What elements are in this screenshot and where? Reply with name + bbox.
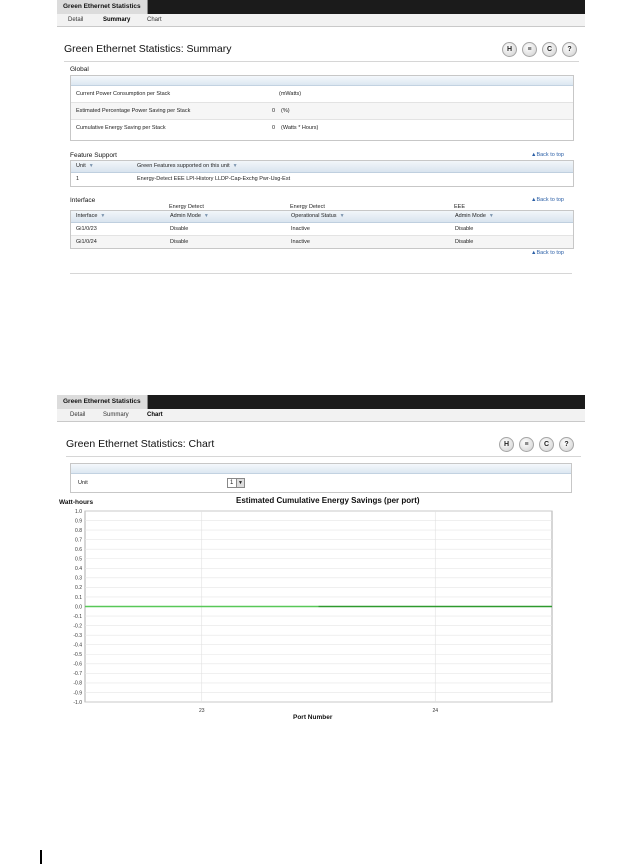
column-header-label: Unit [76,163,86,169]
back-to-top-label: Back to top [536,197,564,203]
sort-icon: ▼ [203,213,209,219]
global-box [70,75,574,141]
energy-saving-unit: (Watts * Hours) [281,125,319,131]
y-tick-label: -0.7 [73,671,82,678]
y-tick-label: 0.8 [75,527,82,534]
window-titlebar [57,0,585,14]
sort-icon: ▼ [88,163,94,169]
unit-label: Unit [78,480,88,486]
back-to-top-link[interactable]: ▲Back to top [531,197,564,203]
column-header-label: Interface [76,213,98,219]
back-to-top-label: Back to top [536,250,564,256]
toolbar [502,42,577,57]
ed-admin-cell: Disable [170,239,189,245]
features-cell: Energy-Detect EEE LPI-History LLDP-Cap-Exchg Pwr-Usg-Est [137,176,291,182]
energy-saving-label: Cumulative Energy Saving per Stack [76,125,166,131]
power-saving-value: 0 [272,108,276,114]
sort-icon: ▼ [339,213,345,219]
column-header-label: Admin Mode [170,213,201,219]
back-to-top-link[interactable]: ▲Back to top [531,250,564,256]
tab-chart[interactable]: Chart [147,17,162,23]
save-icon[interactable]: H [502,42,517,57]
chart-plot [57,395,585,735]
y-tick-label: 0.7 [75,537,82,544]
column-group-label: EEE [454,204,466,210]
chart-panel [57,395,585,735]
title-divider [64,61,579,62]
column-header-interface[interactable] [76,213,105,219]
feature-support-heading: Feature Support [70,152,117,159]
back-to-top-link[interactable]: ▲Back to top [531,152,564,158]
table-header [71,161,573,173]
sort-icon: ▼ [232,163,238,169]
chart-title: Estimated Cumulative Energy Savings (per port) [236,496,420,505]
interface-cell: Gi1/0/24 [76,239,97,245]
y-tick-label: -0.9 [73,690,82,697]
interface-table [70,210,574,249]
table-row [71,223,573,236]
table-header [71,211,573,223]
help-icon[interactable]: ? [559,437,574,452]
ed-admin-cell: Disable [170,226,189,232]
y-tick-label: -0.2 [73,623,82,630]
column-header-ed-oper[interactable] [291,213,345,219]
page-title: Green Ethernet Statistics: Chart [66,438,215,450]
y-tick-label: -1.0 [73,699,82,706]
sort-icon: ▼ [100,213,106,219]
tab-summary[interactable]: Summary [103,412,129,418]
y-tick-label: -0.1 [73,613,82,620]
unit-cell: 1 [76,176,80,182]
y-tick-label: 0.1 [75,594,82,601]
tab-summary[interactable]: Summary [103,17,131,23]
y-tick-label: 0.2 [75,585,82,592]
tab-detail[interactable]: Detail [68,17,84,23]
interface-cell: Gi1/0/23 [76,226,97,232]
eee-admin-cell: Disable [455,226,474,232]
column-header-ed-admin[interactable] [170,213,209,219]
column-header-eee-admin[interactable] [455,213,494,219]
table-row [71,236,573,248]
page-margin-bar [40,850,42,864]
y-axis-title: Watt-hours [59,499,94,506]
y-tick-label: 1.0 [75,508,82,515]
energy-saving-value: 0 [272,125,276,131]
global-header-bar [71,76,573,86]
power-saving-unit: (%) [281,108,290,114]
chevron-down-icon: ▼ [236,479,244,487]
interface-heading: Interface [70,197,96,204]
column-group-label: Energy Detect [290,204,325,210]
x-tick-label: 24 [432,708,439,714]
eee-admin-cell: Disable [455,239,474,245]
column-header-unit[interactable] [76,163,94,169]
window-title: Green Ethernet Statistics [57,395,148,409]
back-to-top-label: Back to top [536,152,564,158]
tab-chart[interactable]: Chart [147,412,163,418]
table-row [71,173,573,185]
power-consumption-label: Current Power Consumption per Stack [76,91,171,97]
summary-panel [57,0,585,280]
y-tick-label: -0.5 [73,652,82,659]
global-row [71,86,573,103]
tab-detail[interactable]: Detail [70,412,86,418]
global-row [71,103,573,120]
y-tick-label: -0.4 [73,642,82,649]
y-tick-label: 0.4 [75,566,82,573]
column-header-label: Operational Status [291,213,337,219]
column-header-label: Admin Mode [455,213,486,219]
y-tick-label: 0.5 [75,556,82,563]
global-row [71,120,573,136]
column-group-label: Energy Detect [169,204,204,210]
x-tick-label: 23 [198,708,205,714]
help-icon[interactable]: ? [562,42,577,57]
ed-oper-cell: Inactive [291,226,310,232]
refresh-icon[interactable]: C [542,42,557,57]
save-icon[interactable]: H [499,437,514,452]
x-axis-title: Port Number [293,714,333,721]
bottom-divider [70,273,572,274]
ed-oper-cell: Inactive [291,239,310,245]
column-header-features[interactable] [137,163,238,169]
power-saving-label: Estimated Percentage Power Saving per Stack [76,108,191,114]
page-title: Green Ethernet Statistics: Summary [64,43,232,55]
power-consumption-unit: (mWatts) [279,91,302,97]
unit-select-value: 1 [230,480,234,486]
sort-icon: ▼ [488,213,494,219]
y-tick-label: 0.9 [75,518,82,525]
y-tick-label: -0.6 [73,661,82,668]
y-tick-label: -0.8 [73,680,82,687]
global-heading: Global [70,66,89,73]
y-tick-label: 0.0 [75,604,82,611]
y-tick-label: -0.3 [73,632,82,639]
print-icon[interactable]: ≡ [519,437,534,452]
y-tick-label: 0.3 [75,575,82,582]
tab-bar [57,14,585,27]
column-header-label: Green Features supported on this unit [137,163,230,169]
print-icon[interactable]: ≡ [522,42,537,57]
y-tick-label: 0.6 [75,547,82,553]
refresh-icon[interactable]: C [539,437,554,452]
window-title: Green Ethernet Statistics [57,0,148,14]
feature-support-table [70,160,574,187]
